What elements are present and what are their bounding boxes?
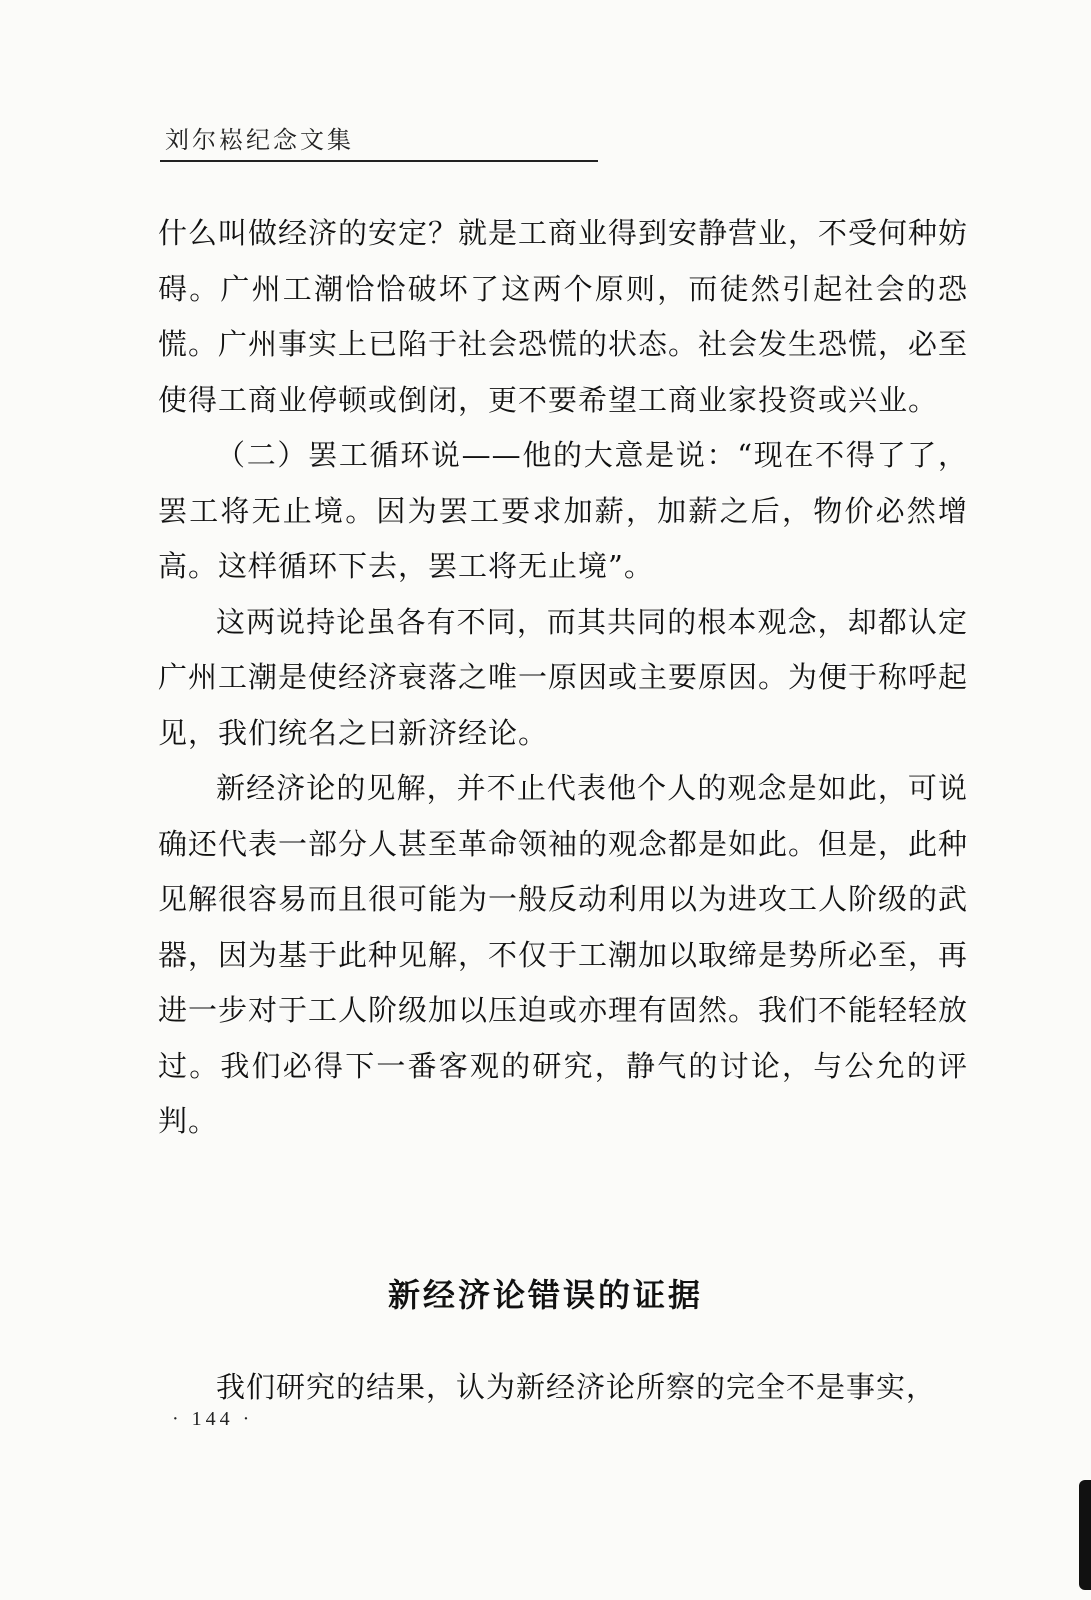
body-text (158, 206, 968, 1150)
section-heading: 新经济论错误的证据 (387, 1276, 703, 1314)
paragraph-2: （二）罢工循环说——他的大意是说：“现在不得了了，罢工将无止境。因为罢工要求加薪，加薪之后，物价必然增高。这样循环下去，罢工将无止境”。 (158, 438, 968, 583)
paragraph-3: 这两说持论虽各有不同，而其共同的根本观念，却都认定广州工潮是使经济衰落之唯一原因或主要原因。为便于称呼起见，我们统名之曰新济经论。 (158, 604, 969, 750)
page-number: · 144 · (172, 1408, 254, 1430)
scan-edge-mark (1079, 1480, 1091, 1590)
header-rule (160, 160, 598, 162)
paragraph-4: 新经济论的见解，并不止代表他个人的观念是如此，可说确还代表一部分人甚至革命领袖的观念都是如此。但是，此种见解很容易而且很可能为一般反动利用以为进攻工人阶级的武器，因为基于此种见解，不仅于工潮加以取缔是势所必至，再进一步对于工人阶级加以压迫或亦理有固然。我们不能轻轻放过。我们必得下一番客观的研究，静气的讨论，与公允的评判。 (158, 771, 969, 1138)
paragraph-1: 什么叫做经济的安定？就是工商业得到安静营业，不受何种妨碍。广州工潮恰恰破坏了这两个原则，而徒然引起社会的恐慌。广州事实上已陷于社会恐慌的状态。社会发生恐慌，必至使得工商业停顿或倒闭，更不要希望工商业家投资或兴业。 (158, 216, 969, 417)
running-head: 刘尔崧纪念文集 (165, 126, 354, 154)
paragraph-5: 我们研究的结果，认为新经济论所察的完全不是事实， (216, 1370, 937, 1404)
